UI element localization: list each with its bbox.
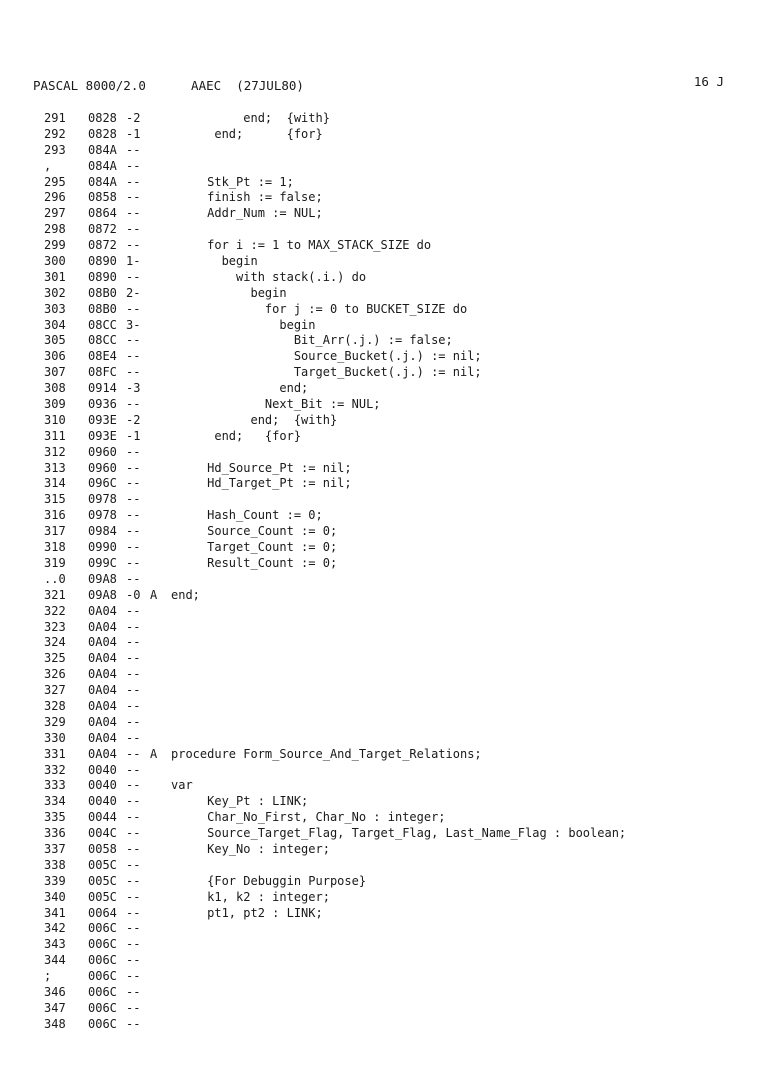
line-number: 343 — [44, 937, 66, 952]
address: 08B0 — [88, 301, 117, 316]
listing-line — [0, 953, 760, 969]
address: 0914 — [88, 381, 117, 396]
address: 0A04 — [88, 698, 117, 713]
source-code: Char_No_First, Char_No : integer; — [171, 810, 446, 825]
source-code: k1, k2 : integer; — [171, 889, 330, 904]
header-title: PASCAL 8000/2.0 AAEC (27JUL80) — [33, 78, 304, 93]
address: 084A — [88, 158, 117, 173]
source-code: begin — [171, 317, 316, 332]
nesting-level: -- — [126, 714, 141, 729]
listing-line — [0, 238, 760, 254]
source-code: pt1, pt2 : LINK; — [171, 905, 323, 920]
listing-line — [0, 476, 760, 492]
page-number: 16 J — [693, 74, 724, 89]
address: 0872 — [88, 238, 117, 253]
line-number: 336 — [44, 826, 66, 841]
nesting-level: -- — [126, 889, 141, 904]
listing-line — [0, 333, 760, 349]
address: 096C — [88, 476, 117, 491]
line-number: 323 — [44, 619, 66, 634]
listing-line — [0, 731, 760, 747]
address: 08B0 — [88, 285, 117, 300]
line-number: 312 — [44, 444, 66, 459]
nesting-level: -3 — [126, 381, 141, 396]
listing-line — [0, 143, 760, 159]
line-number: , — [44, 158, 52, 173]
source-code: end; {for} — [171, 428, 302, 443]
nesting-level: -- — [126, 794, 141, 809]
source-code: end; {with} — [171, 412, 338, 427]
address: 0990 — [88, 540, 117, 555]
listing-line — [0, 921, 760, 937]
listing-line — [0, 445, 760, 461]
address: 084A — [88, 142, 117, 157]
address: 0890 — [88, 254, 117, 269]
listing-line — [0, 175, 760, 191]
line-number: 313 — [44, 460, 66, 475]
line-number: 300 — [44, 254, 66, 269]
address: 0936 — [88, 397, 117, 412]
address: 005C — [88, 873, 117, 888]
line-number: 311 — [44, 428, 66, 443]
source-code: end; — [171, 587, 200, 602]
line-number: 327 — [44, 683, 66, 698]
address: 09A8 — [88, 571, 117, 586]
listing-line — [0, 318, 760, 334]
source-code: Result_Count := 0; — [171, 555, 338, 570]
nesting-level: -- — [126, 333, 141, 348]
line-number: 292 — [44, 126, 66, 141]
page-header — [33, 74, 724, 96]
nesting-level: -1 — [126, 428, 141, 443]
listing-line — [0, 667, 760, 683]
nesting-level: -- — [126, 238, 141, 253]
listing-line — [0, 683, 760, 699]
source-code: var — [171, 778, 193, 793]
source-code: end; {for} — [171, 126, 323, 141]
address: 0A04 — [88, 683, 117, 698]
address: 006C — [88, 937, 117, 952]
address: 006C — [88, 984, 117, 999]
listing-line — [0, 254, 760, 270]
line-number: 347 — [44, 1000, 66, 1015]
address: 006C — [88, 1000, 117, 1015]
line-number: 339 — [44, 873, 66, 888]
line-number: ; — [44, 969, 52, 984]
address: 0978 — [88, 508, 117, 523]
source-code: Next_Bit := NUL; — [171, 397, 381, 412]
source-code: begin — [171, 254, 258, 269]
nesting-level: -- — [126, 206, 141, 221]
nesting-level: -- — [126, 826, 141, 841]
listing-line — [0, 111, 760, 127]
address: 0978 — [88, 492, 117, 507]
line-number: 299 — [44, 238, 66, 253]
address: 006C — [88, 953, 117, 968]
line-number: 303 — [44, 301, 66, 316]
nesting-level: -- — [126, 1016, 141, 1031]
line-number: 298 — [44, 222, 66, 237]
line-number: 304 — [44, 317, 66, 332]
listing-line — [0, 127, 760, 143]
listing-line — [0, 524, 760, 540]
nesting-level: 3- — [126, 317, 141, 332]
listing-line — [0, 635, 760, 651]
nesting-level: -- — [126, 524, 141, 539]
line-number: 306 — [44, 349, 66, 364]
listing-line — [0, 492, 760, 508]
source-code: Key_No : integer; — [171, 841, 330, 856]
address: 08E4 — [88, 349, 117, 364]
line-number: 293 — [44, 142, 66, 157]
line-number: 314 — [44, 476, 66, 491]
source-code: begin — [171, 285, 287, 300]
listing-line — [0, 1017, 760, 1033]
nesting-level: -- — [126, 778, 141, 793]
address: 0828 — [88, 126, 117, 141]
listing-line — [0, 778, 760, 794]
line-number: 317 — [44, 524, 66, 539]
address: 09A8 — [88, 587, 117, 602]
source-code: end; {with} — [171, 111, 330, 125]
listing-line — [0, 572, 760, 588]
line-number: 337 — [44, 841, 66, 856]
nesting-level: -- — [126, 905, 141, 920]
listing-line — [0, 826, 760, 842]
listing-line — [0, 302, 760, 318]
address: 08CC — [88, 317, 117, 332]
line-number: 308 — [44, 381, 66, 396]
address: 0044 — [88, 810, 117, 825]
line-number: 295 — [44, 174, 66, 189]
line-number: 325 — [44, 651, 66, 666]
listing-line — [0, 286, 760, 302]
listing-line — [0, 556, 760, 572]
address: 0040 — [88, 762, 117, 777]
line-number: 322 — [44, 603, 66, 618]
nesting-level: -- — [126, 969, 141, 984]
listing-line — [0, 604, 760, 620]
listing-line — [0, 810, 760, 826]
address: 0890 — [88, 269, 117, 284]
source-code: for j := 0 to BUCKET_SIZE do — [171, 301, 468, 316]
source-code: Addr_Num := NUL; — [171, 206, 323, 221]
nesting-level: -- — [126, 730, 141, 745]
flag-marker: A — [150, 587, 158, 602]
line-number: 340 — [44, 889, 66, 904]
line-number: 309 — [44, 397, 66, 412]
nesting-level: -- — [126, 269, 141, 284]
listing-line — [0, 413, 760, 429]
address: 0040 — [88, 794, 117, 809]
line-number: 332 — [44, 762, 66, 777]
address: 0A04 — [88, 730, 117, 745]
listing-line — [0, 397, 760, 413]
nesting-level: -- — [126, 667, 141, 682]
listing-line — [0, 159, 760, 175]
address: 0A04 — [88, 667, 117, 682]
line-number: 316 — [44, 508, 66, 523]
nesting-level: -0 — [126, 587, 141, 602]
line-number: 333 — [44, 778, 66, 793]
line-number: 342 — [44, 921, 66, 936]
source-code: Target_Bucket(.j.) := nil; — [171, 365, 482, 380]
line-number: 331 — [44, 746, 66, 761]
source-code: Hash_Count := 0; — [171, 508, 323, 523]
listing-line — [0, 715, 760, 731]
nesting-level: -- — [126, 698, 141, 713]
nesting-level: -- — [126, 635, 141, 650]
address: 099C — [88, 555, 117, 570]
source-code: procedure Form_Source_And_Target_Relations; — [171, 746, 482, 761]
nesting-level: -- — [126, 921, 141, 936]
source-code: with stack(.i.) do — [171, 269, 367, 284]
listing-line — [0, 588, 760, 604]
listing-line — [0, 842, 760, 858]
nesting-level: -- — [126, 397, 141, 412]
line-number: 341 — [44, 905, 66, 920]
line-number: 318 — [44, 540, 66, 555]
address: 005C — [88, 889, 117, 904]
listing-line — [0, 365, 760, 381]
line-number: 296 — [44, 190, 66, 205]
address: 006C — [88, 969, 117, 984]
listing-line — [0, 270, 760, 286]
address: 0058 — [88, 841, 117, 856]
listing-line — [0, 937, 760, 953]
line-number: 301 — [44, 269, 66, 284]
nesting-level: -- — [126, 508, 141, 523]
line-number: 307 — [44, 365, 66, 380]
line-number: 338 — [44, 857, 66, 872]
nesting-level: -- — [126, 571, 141, 586]
listing-line — [0, 969, 760, 985]
address: 0864 — [88, 206, 117, 221]
address: 0872 — [88, 222, 117, 237]
line-number: 324 — [44, 635, 66, 650]
nesting-level: -- — [126, 841, 141, 856]
address: 0A04 — [88, 635, 117, 650]
line-number: 334 — [44, 794, 66, 809]
nesting-level: -- — [126, 762, 141, 777]
nesting-level: -- — [126, 142, 141, 157]
address: 0A04 — [88, 619, 117, 634]
nesting-level: -- — [126, 984, 141, 999]
line-number: 346 — [44, 984, 66, 999]
listing-line — [0, 874, 760, 890]
address: 0858 — [88, 190, 117, 205]
address: 093E — [88, 428, 117, 443]
nesting-level: -- — [126, 746, 141, 761]
address: 084A — [88, 174, 117, 189]
address: 006C — [88, 1016, 117, 1031]
listing-line — [0, 508, 760, 524]
source-code: Source_Target_Flag, Target_Flag, Last_Name_Flag : boolean; — [171, 826, 627, 841]
address: 004C — [88, 826, 117, 841]
address: 0984 — [88, 524, 117, 539]
nesting-level: -- — [126, 492, 141, 507]
nesting-level: 2- — [126, 285, 141, 300]
listing-line — [0, 763, 760, 779]
nesting-level: -- — [126, 810, 141, 825]
address: 005C — [88, 857, 117, 872]
listing-line — [0, 349, 760, 365]
listing-line — [0, 222, 760, 238]
nesting-level: -- — [126, 349, 141, 364]
line-number: ..0 — [44, 571, 66, 586]
line-number: 326 — [44, 667, 66, 682]
listing-line — [0, 381, 760, 397]
listing-line — [0, 890, 760, 906]
address: 0A04 — [88, 603, 117, 618]
line-number: 319 — [44, 555, 66, 570]
address: 0A04 — [88, 651, 117, 666]
nesting-level: -- — [126, 460, 141, 475]
listing-line — [0, 747, 760, 763]
line-number: 310 — [44, 412, 66, 427]
listing-line — [0, 620, 760, 636]
listing-line — [0, 206, 760, 222]
nesting-level: -2 — [126, 111, 141, 125]
listing-line — [0, 906, 760, 922]
source-code: Hd_Source_Pt := nil; — [171, 460, 352, 475]
source-code: {For Debuggin Purpose} — [171, 873, 367, 888]
source-code: Target_Count := 0; — [171, 540, 338, 555]
listing-line — [0, 858, 760, 874]
flag-marker: A — [150, 746, 158, 761]
address: 0960 — [88, 444, 117, 459]
nesting-level: -- — [126, 476, 141, 491]
address: 0040 — [88, 778, 117, 793]
address: 0960 — [88, 460, 117, 475]
line-number: 321 — [44, 587, 66, 602]
nesting-level: -- — [126, 444, 141, 459]
nesting-level: -- — [126, 365, 141, 380]
line-number: 348 — [44, 1016, 66, 1031]
line-number: 335 — [44, 810, 66, 825]
nesting-level: 1- — [126, 254, 141, 269]
nesting-level: -- — [126, 555, 141, 570]
nesting-level: -- — [126, 651, 141, 666]
address: 0064 — [88, 905, 117, 920]
source-code: Key_Pt : LINK; — [171, 794, 309, 809]
nesting-level: -- — [126, 619, 141, 634]
line-number: 328 — [44, 698, 66, 713]
nesting-level: -- — [126, 1000, 141, 1015]
nesting-level: -- — [126, 937, 141, 952]
source-code: finish := false; — [171, 190, 323, 205]
nesting-level: -- — [126, 857, 141, 872]
line-number: 302 — [44, 285, 66, 300]
nesting-level: -- — [126, 603, 141, 618]
address: 0828 — [88, 111, 117, 125]
listing-line — [0, 794, 760, 810]
source-code: Bit_Arr(.j.) := false; — [171, 333, 453, 348]
nesting-level: -2 — [126, 412, 141, 427]
source-code: end; — [171, 381, 309, 396]
listing-line — [0, 699, 760, 715]
address: 0A04 — [88, 746, 117, 761]
nesting-level: -- — [126, 174, 141, 189]
nesting-level: -- — [126, 190, 141, 205]
line-number: 315 — [44, 492, 66, 507]
listing-line — [0, 429, 760, 445]
nesting-level: -- — [126, 953, 141, 968]
listing-line — [0, 1001, 760, 1017]
nesting-level: -- — [126, 540, 141, 555]
listing-line — [0, 461, 760, 477]
address: 006C — [88, 921, 117, 936]
nesting-level: -1 — [126, 126, 141, 141]
source-code: Source_Count := 0; — [171, 524, 338, 539]
line-number: 330 — [44, 730, 66, 745]
line-number: 344 — [44, 953, 66, 968]
listing-line — [0, 985, 760, 1001]
line-number: 305 — [44, 333, 66, 348]
code-listing — [0, 111, 760, 1033]
nesting-level: -- — [126, 158, 141, 173]
listing-line — [0, 190, 760, 206]
nesting-level: -- — [126, 222, 141, 237]
source-code: for i := 1 to MAX_STACK_SIZE do — [171, 238, 432, 253]
line-number: 297 — [44, 206, 66, 221]
nesting-level: -- — [126, 873, 141, 888]
source-code: Hd_Target_Pt := nil; — [171, 476, 352, 491]
source-code: Stk_Pt := 1; — [171, 174, 294, 189]
address: 08FC — [88, 365, 117, 380]
nesting-level: -- — [126, 683, 141, 698]
listing-line — [0, 540, 760, 556]
source-code: Source_Bucket(.j.) := nil; — [171, 349, 482, 364]
address: 08CC — [88, 333, 117, 348]
address: 093E — [88, 412, 117, 427]
address: 0A04 — [88, 714, 117, 729]
line-number: 291 — [44, 111, 66, 125]
listing-line — [0, 651, 760, 667]
nesting-level: -- — [126, 301, 141, 316]
line-number: 329 — [44, 714, 66, 729]
